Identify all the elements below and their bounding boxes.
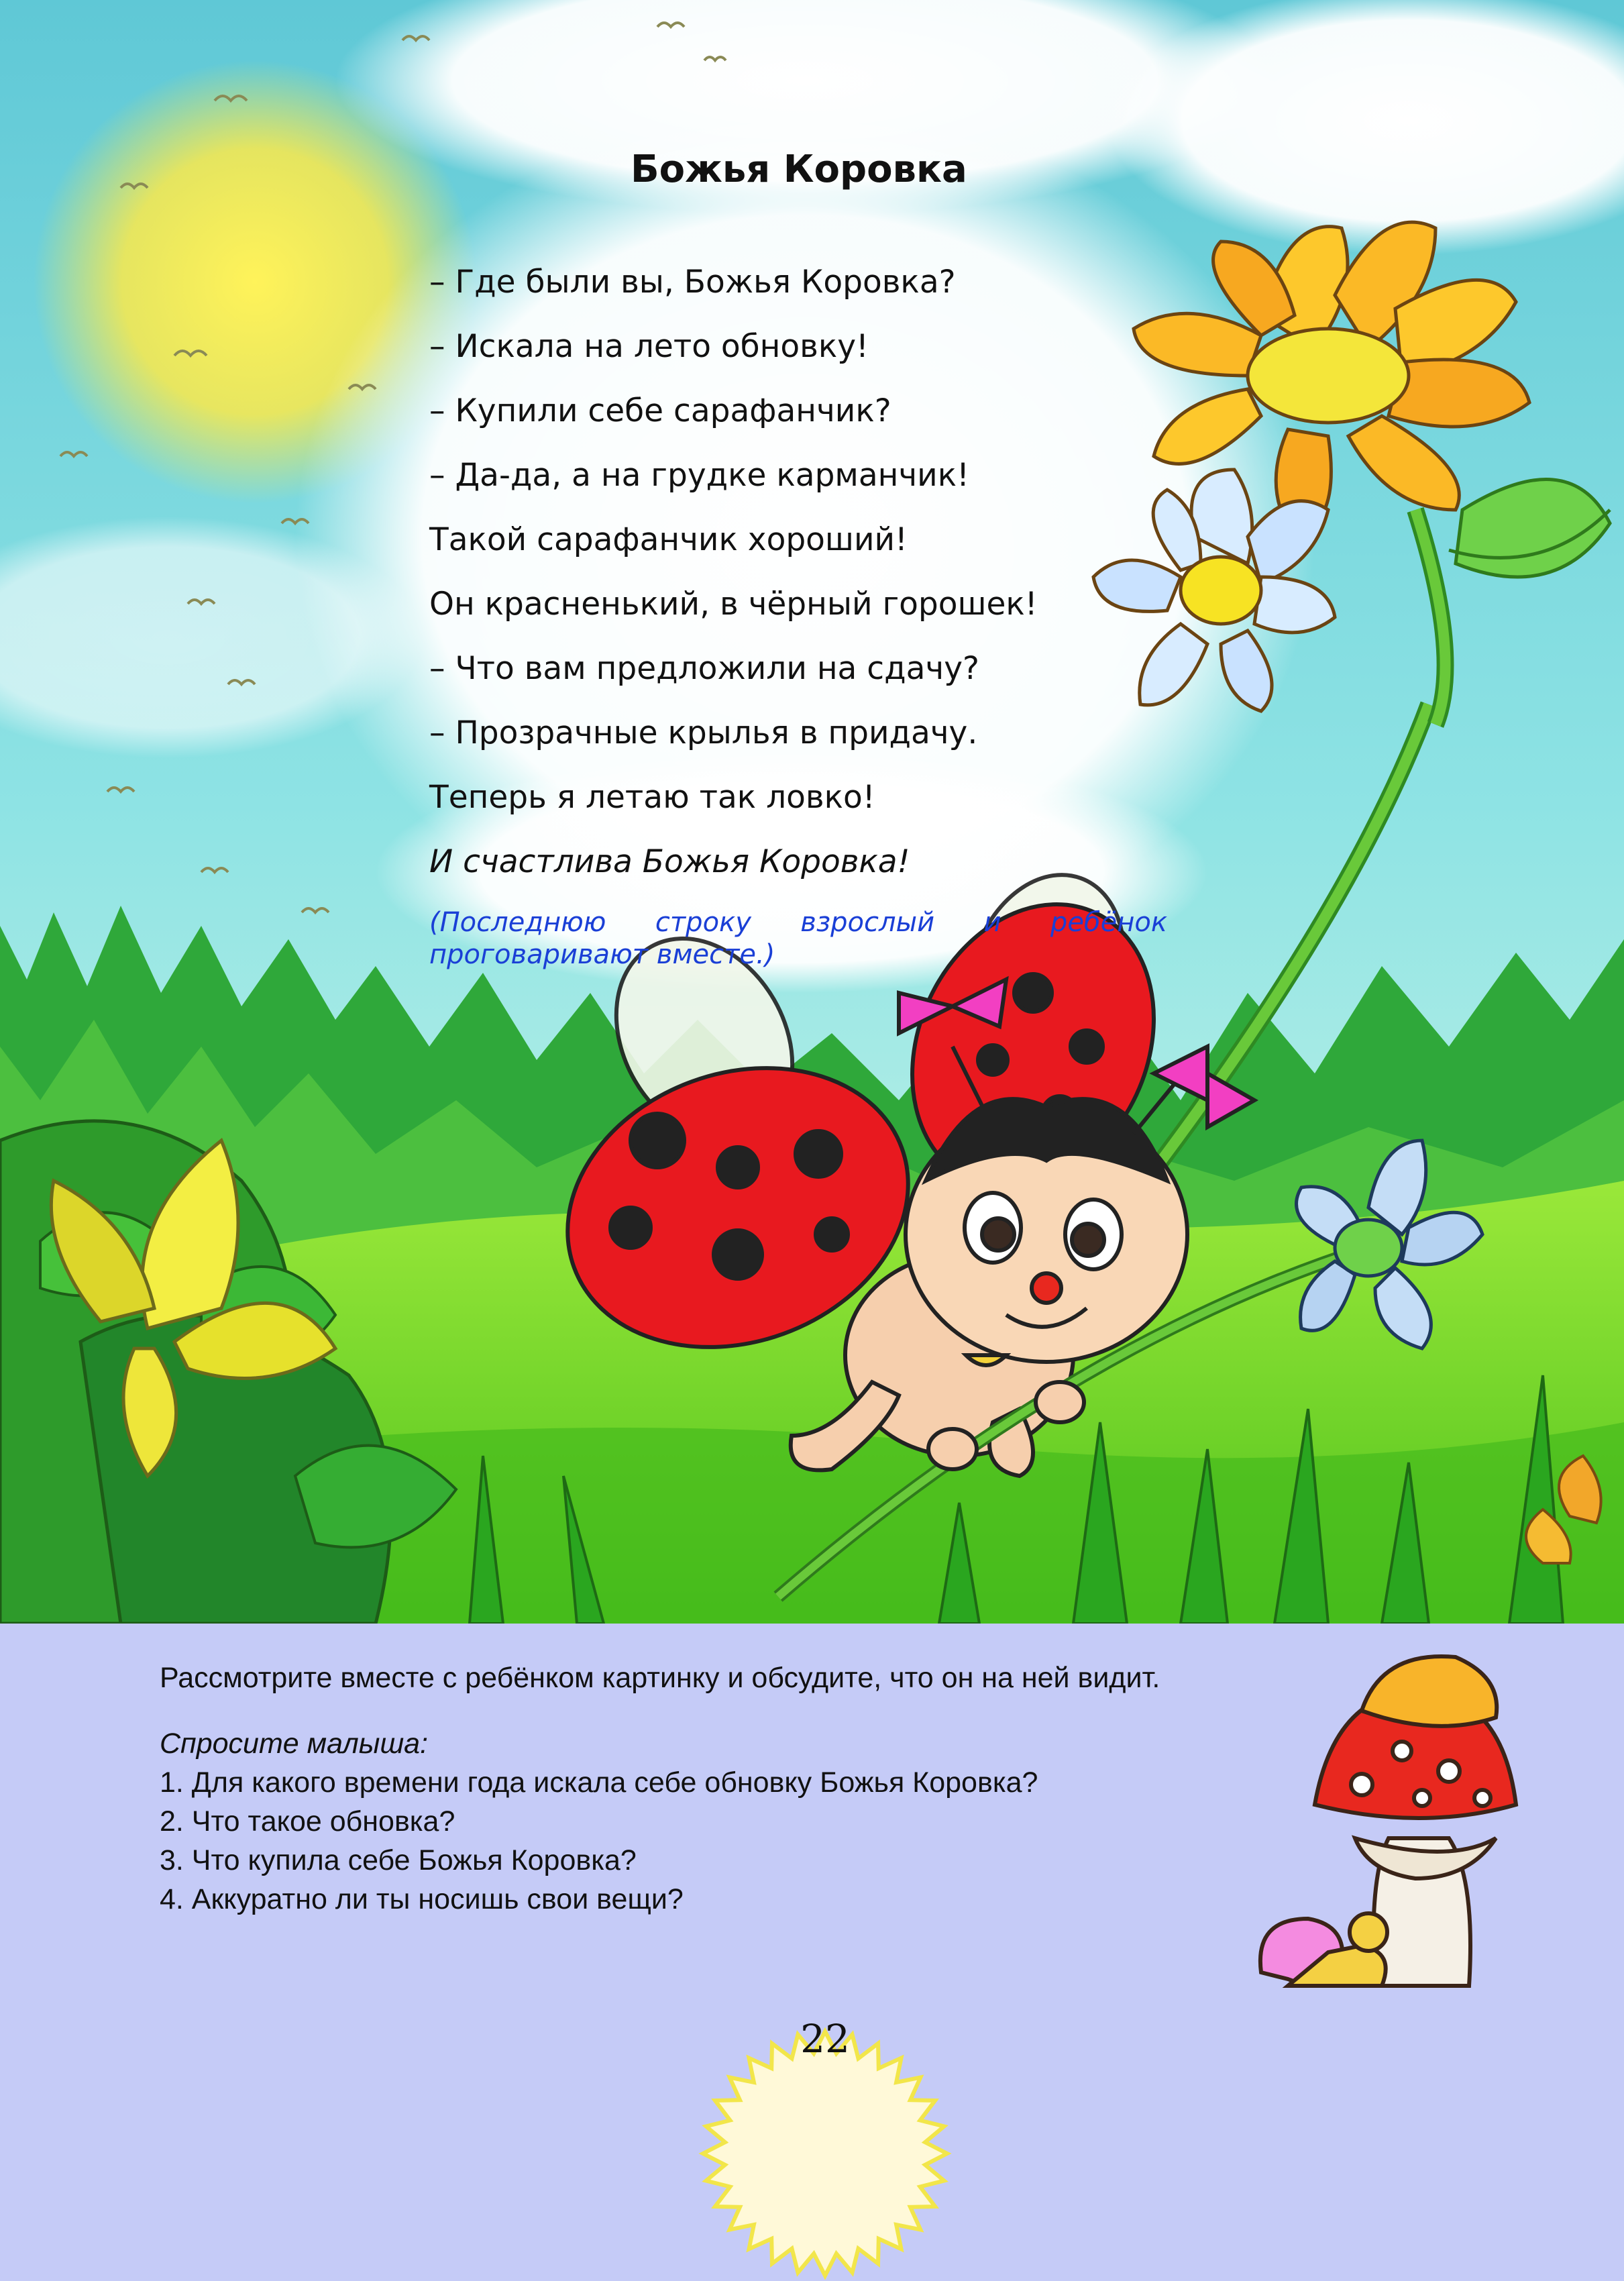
mushroom-dot — [1414, 1790, 1430, 1806]
question-item: 1. Для какого времени года искала себе обновку Божья Коровка? — [160, 1766, 1038, 1799]
question-item: 4. Аккуратно ли ты носишь свои вещи? — [160, 1883, 684, 1916]
poem-line: Такой сарафанчик хороший! — [429, 521, 908, 558]
poem-line-final: И счастлива Божья Коровка! — [429, 843, 910, 880]
mushroom-dot — [1438, 1760, 1460, 1782]
mushroom-dot — [1474, 1790, 1491, 1806]
poem-line: – Искала на лето обновку! — [429, 328, 869, 365]
poem-line: Теперь я летаю так ловко! — [429, 779, 875, 816]
poem-line: – Прозрачные крылья в придачу. — [429, 714, 978, 751]
poem-line: – Где были вы, Божья Коровка? — [429, 264, 956, 301]
instructions-prompt: Спросите малыша: — [160, 1728, 428, 1760]
instructions-intro: Рассмотрите вместе с ребёнком картинку и обсудите, что он на ней видит. — [160, 1662, 1160, 1694]
poem-line: Он красненький, в чёрный горошек! — [429, 586, 1038, 623]
question-item: 2. Что такое обновка? — [160, 1805, 455, 1838]
autumn-leaf — [1362, 1656, 1497, 1726]
page-number-badge — [698, 2026, 953, 2281]
instructions — [160, 1658, 1206, 1919]
mushroom-dot — [1351, 1774, 1372, 1795]
mushroom-dot — [1393, 1742, 1411, 1760]
poem — [429, 148, 1181, 971]
snail-head — [1350, 1913, 1387, 1951]
poem-line: – Да-да, а на грудке карманчик! — [429, 457, 969, 494]
poem-title: Божья Коровка — [631, 148, 967, 191]
page-number: 22 — [800, 2016, 850, 2062]
poem-line: – Что вам предложили на сдачу? — [429, 650, 979, 687]
mushroom-snail-illustration — [1248, 1637, 1529, 2013]
question-list — [160, 1763, 1206, 1919]
poem-note: (Последнюю строку взрослый и ребёнок проговаривают вместе.) — [429, 907, 1167, 970]
poem-line: – Купили себе сарафанчик? — [429, 392, 891, 429]
question-item: 3. Что купила себе Божья Коровка? — [160, 1844, 637, 1877]
sunburst-shape — [703, 2031, 947, 2276]
